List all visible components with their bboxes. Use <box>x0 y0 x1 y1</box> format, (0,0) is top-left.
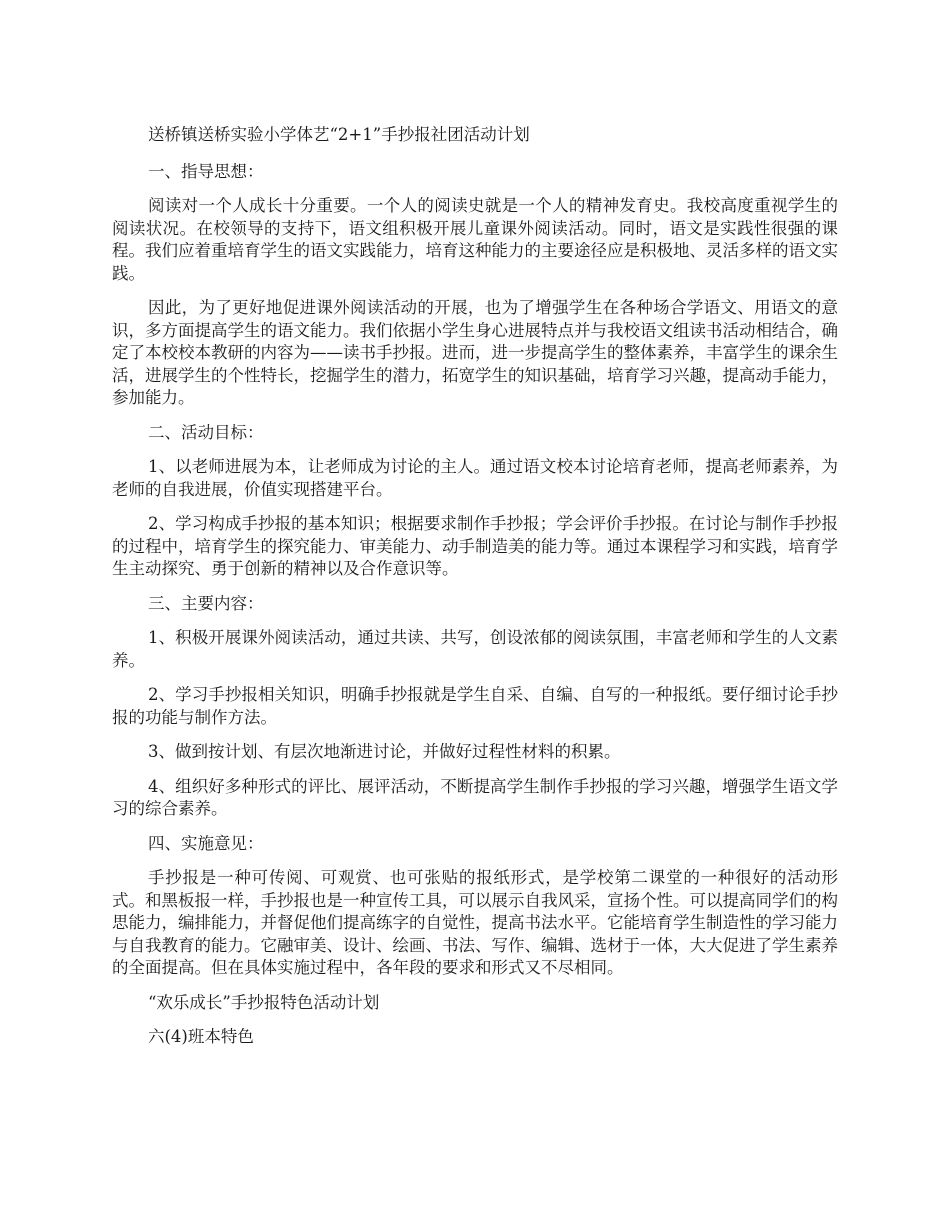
paragraph: 因此，为了更好地促进课外阅读活动的开展，也为了增强学生在各种场合学语文、用语文的意识，多方面提高学生的语文能力。我们依据小学生身心进展特点并与我校语文组读书活动相结合，确定了本校校本教研的内容为——读书手抄报。进而，进一步提高学生的整体素养，丰富学生的课余生活，进展学生的个性特长，挖掘学生的潜力，拓宽学生的知识基础，培育学习兴趣，提高动手能力，参加能力。 <box>112 298 838 407</box>
section-heading-guiding-ideology: 一、指导思想： <box>148 161 264 181</box>
section-heading-implementation: 四、实施意见： <box>148 833 264 853</box>
list-item: 2、学习构成手抄报的基本知识；根据要求制作手抄报；学会评价手抄报。在讨论与制作手抄报的过程中，培育学生的探究能力、审美能力、动手制造美的能力等。通过本课程学习和实践，培育学生主动探究、勇于创新的精神以及合作意识等。 <box>112 514 838 578</box>
document-title: 送桥镇送桥实验小学体艺“2+1”手抄报社团活动计划 <box>148 125 530 144</box>
list-item: 1、以老师进展为本，让老师成为讨论的主人。通过语文校本讨论培育老师，提高老师素养，为老师的自我进展，价值实现搭建平台。 <box>112 457 838 499</box>
list-item: 4、组织好多种形式的评比、展评活动，不断提高学生制作手抄报的学习兴趣，增强学生语文学习的综合素养。 <box>112 776 838 818</box>
subtitle-plan: “欢乐成长”手抄报特色活动计划 <box>148 992 380 1012</box>
document-body <box>112 124 838 1061</box>
list-item: 3、做到按计划、有层次地渐进讨论，并做好过程性材料的积累。 <box>148 742 621 761</box>
section-heading-activity-goals: 二、活动目标： <box>148 422 264 442</box>
paragraph: 手抄报是一种可传阅、可观赏、也可张贴的报纸形式，是学校第二课堂的一种很好的活动形式。和黑板报一样，手抄报也是一种宣传工具，可以展示自我风采，宣扬个性。可以提高同学们的构思能力，编排能力，并督促他们提高练字的自觉性，提高书法水平。它能培育学生制造性的学习能力与自我教育的能力。它融审美、设计、绘画、书法、写作、编辑、选材于一体，大大促进了学生素养的全面提高。但在具体实施过程中，各年段的要求和形式又不尽相同。 <box>112 868 838 977</box>
list-item: 1、积极开展课外阅读活动，通过共读、共写，创设浓郁的阅读氛围，丰富老师和学生的人文素养。 <box>112 628 838 670</box>
subtitle-class: 六(4)班本特色 <box>148 1027 254 1046</box>
paragraph: 阅读对一个人成长十分重要。一个人的阅读史就是一个人的精神发育史。我校高度重视学生的阅读状况。在校领导的支持下，语文组积极开展儿童课外阅读活动。同时，语文是实践性很强的课程。我们应着重培育学生的语文实践能力，培育这种能力的主要途径应是积极地、灵活多样的语文实践。 <box>112 196 838 283</box>
section-heading-main-content: 三、主要内容： <box>148 593 264 613</box>
list-item: 2、学习手抄报相关知识，明确手抄报就是学生自采、自编、自写的一种报纸。要仔细讨论手抄报的功能与制作方法。 <box>112 685 838 727</box>
